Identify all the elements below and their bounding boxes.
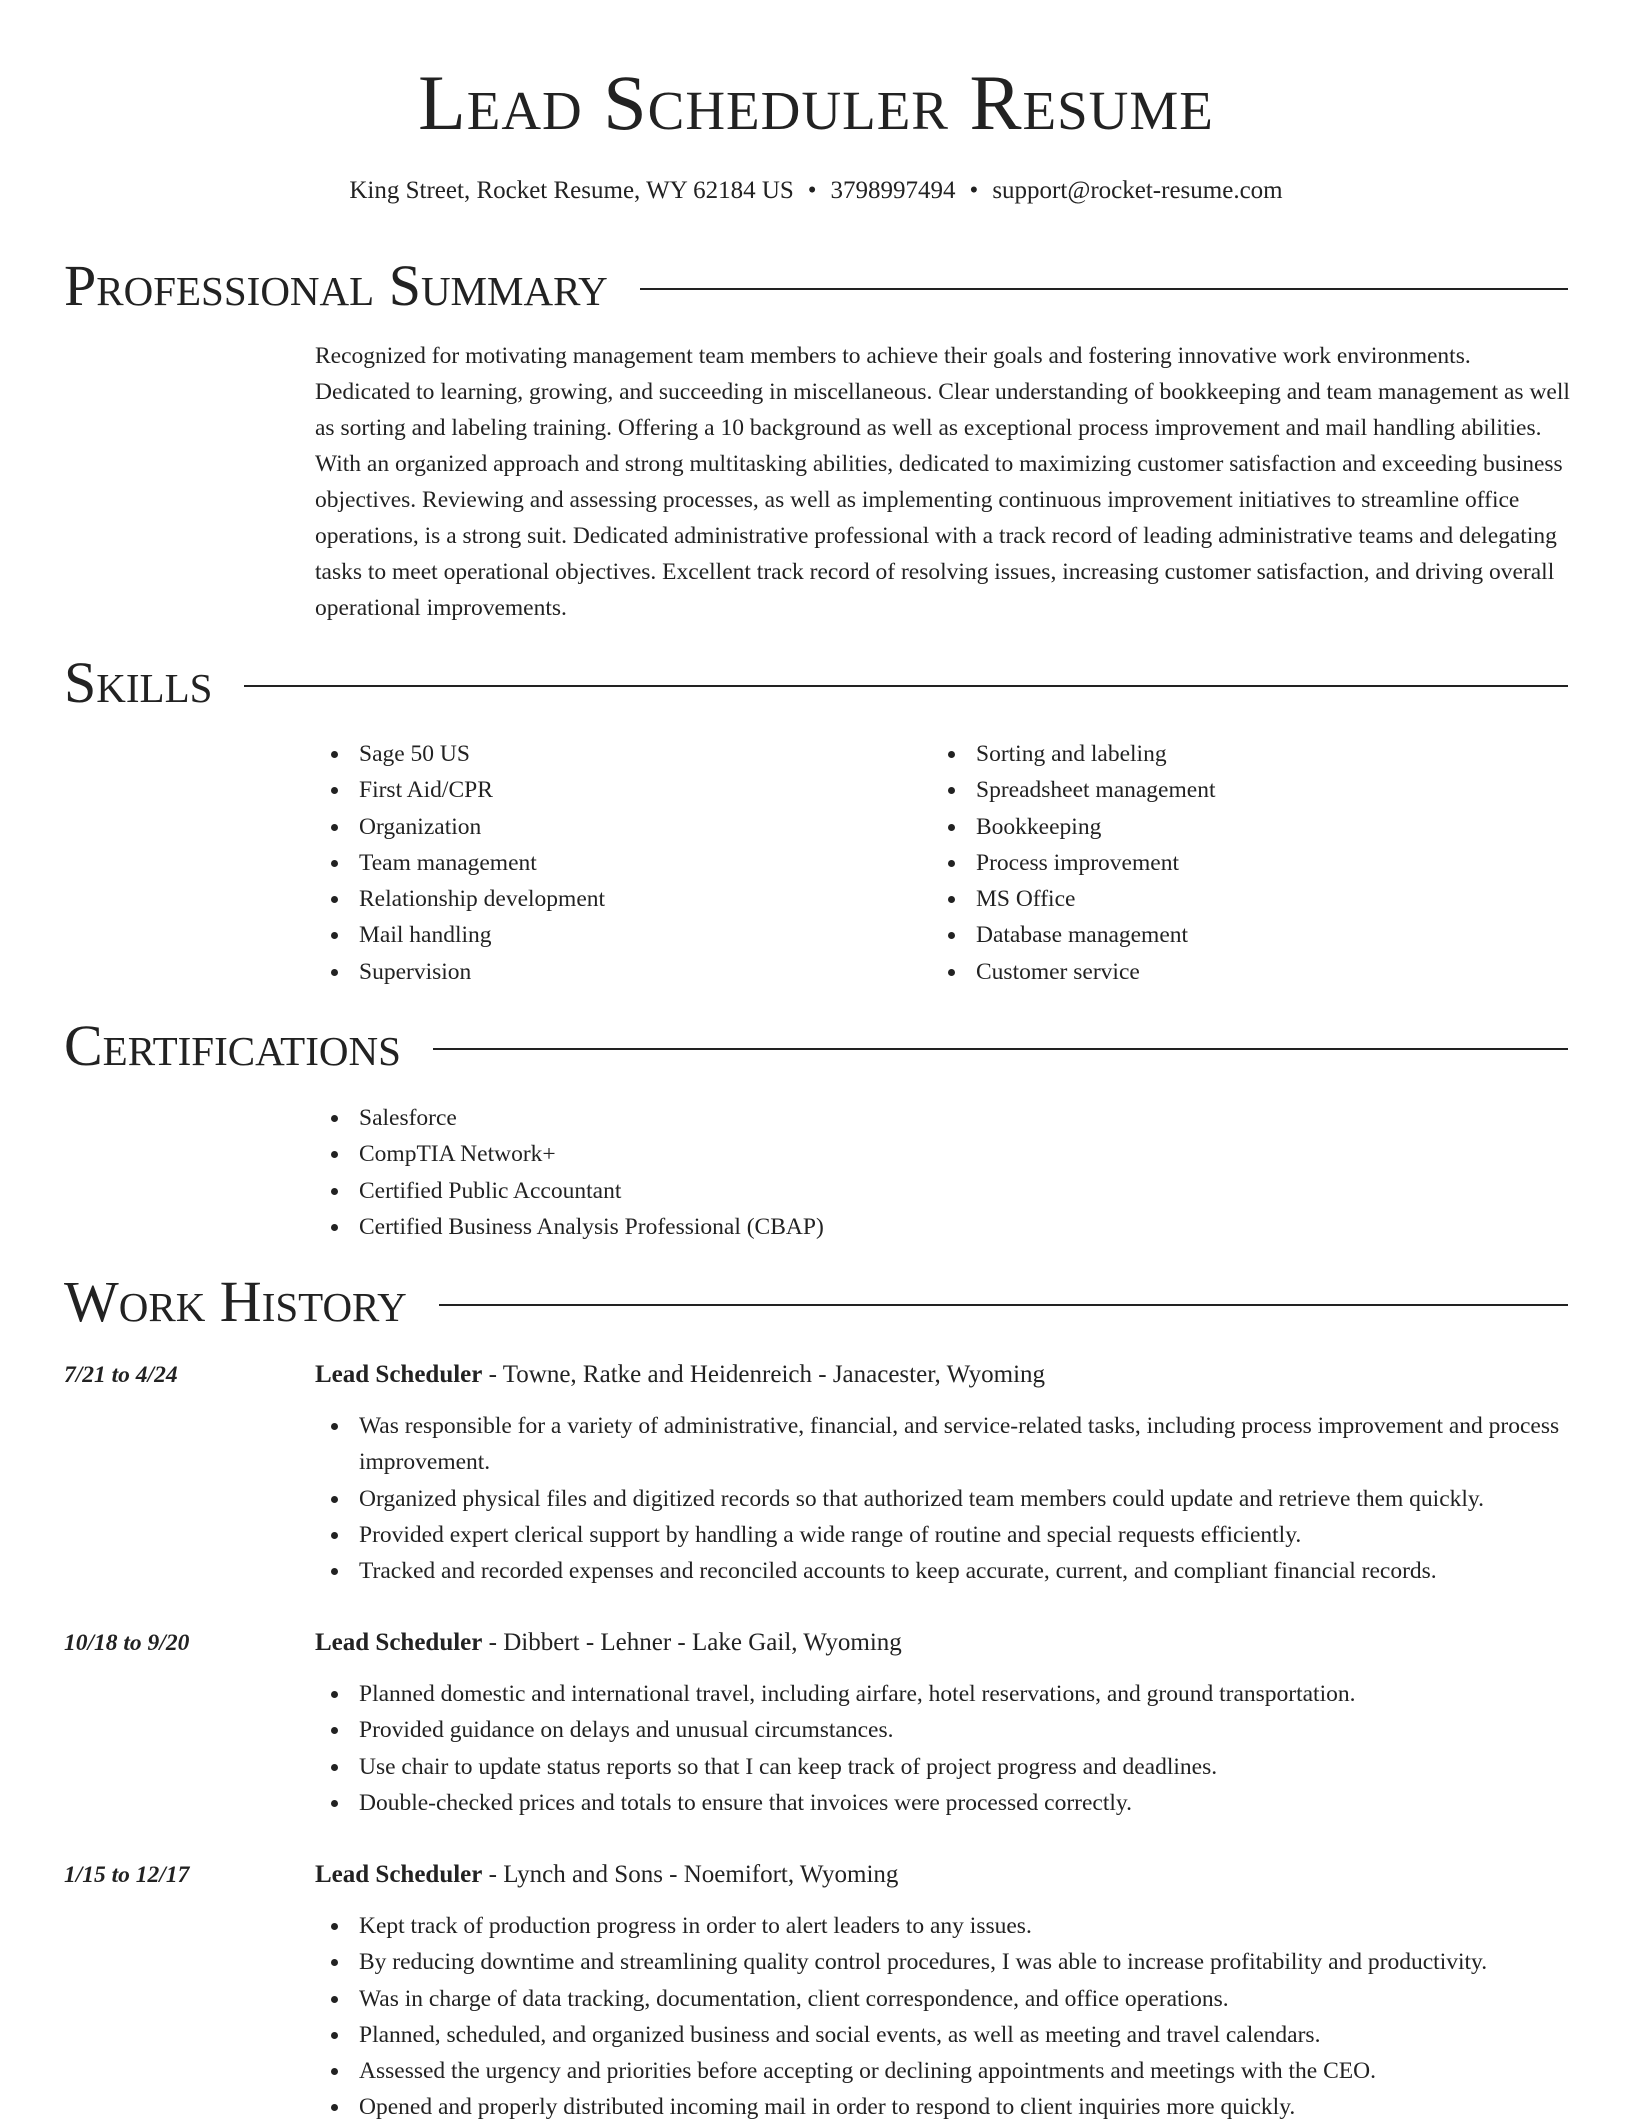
certification-item: Certified Business Analysis Professional (CBAP) <box>315 1209 1215 1245</box>
job-bullet: Provided guidance on delays and unusual circumstances. <box>315 1712 1575 1748</box>
job-bullets <box>315 1676 1575 1821</box>
certification-item: CompTIA Network+ <box>315 1136 1215 1172</box>
job-bullet: By reducing downtime and streamlining quality control procedures, I was able to increase profitability and productivity. <box>315 1944 1575 1980</box>
section-divider <box>640 288 1568 290</box>
skill-item: MS Office <box>932 881 1532 917</box>
skill-item: Team management <box>315 845 915 881</box>
section-header-certifications <box>64 1014 1568 1078</box>
skill-item: Supervision <box>315 954 915 990</box>
section-header-work-history <box>64 1270 1568 1334</box>
job-heading <box>315 1625 1570 1661</box>
job-role: Lead Scheduler <box>315 1861 483 1888</box>
skills-list-left <box>315 736 915 990</box>
section-header-skills <box>64 651 1568 715</box>
skill-item: Customer service <box>932 954 1532 990</box>
job-bullet: Assessed the urgency and priorities before accepting or declining appointments and meetings with the CEO. <box>315 2053 1575 2089</box>
job-bullet: Organized physical files and digitized records so that authorized team members could update and retrieve them quickly. <box>315 1481 1575 1517</box>
job-bullets <box>315 1908 1575 2126</box>
skill-item: First Aid/CPR <box>315 772 915 808</box>
resume-title: Lead Scheduler Resume <box>418 59 1214 146</box>
section-title-skills: Skills <box>64 650 213 715</box>
job-employer: - Dibbert - Lehner - Lake Gail, Wyoming <box>482 1629 902 1656</box>
job-role: Lead Scheduler <box>315 1361 483 1388</box>
summary-text: Recognized for motivating management team members to achieve their goals and fostering innovative work environments. Dedicated to learning, growing, and succeeding in miscellaneous. Clear understanding of bookkeeping and team management as well as sorting and labeling training. Offering a 10 background as well as exceptional process improvement and mail handling abilities. With an organized approach and strong multitasking abilities, dedicated to maximizing customer satisfaction and exceeding business objectives. Reviewing and assessing processes, as well as implementing continuous improvement initiatives to streamline office operations, is a strong suit. Dedicated administrative professional with a track record of leading administrative teams and delegating tasks to meet operational objectives. Excellent track record of resolving issues, increasing customer satisfaction, and driving overall operational improvements. <box>315 343 1570 621</box>
section-title-work-history: Work History <box>64 1269 407 1334</box>
job-employer: - Towne, Ratke and Heidenreich - Janacester, Wyoming <box>482 1361 1046 1388</box>
skill-item: Spreadsheet management <box>932 772 1532 808</box>
skill-item: Relationship development <box>315 881 915 917</box>
job-heading <box>315 1357 1570 1393</box>
contact-line <box>0 175 1632 207</box>
skills-list-right <box>932 736 1532 990</box>
job-bullet: Planned domestic and international travel, including airfare, hotel reservations, and ground transportation. <box>315 1676 1575 1712</box>
contact-separator: • <box>807 177 817 204</box>
certification-item: Salesforce <box>315 1100 1215 1136</box>
skill-item: Database management <box>932 917 1532 953</box>
job-bullets <box>315 1408 1575 1589</box>
section-title-certifications: Certifications <box>64 1013 401 1078</box>
skill-item: Mail handling <box>315 917 915 953</box>
job-dates: 1/15 to 12/17 <box>64 1862 190 1888</box>
job-dates: 7/21 to 4/24 <box>64 1362 178 1388</box>
certifications-list <box>315 1100 1215 1245</box>
job-bullet: Double-checked prices and totals to ensure that invoices were processed correctly. <box>315 1785 1575 1821</box>
skill-item: Sorting and labeling <box>932 736 1532 772</box>
section-divider <box>244 685 1568 687</box>
job-bullet: Opened and properly distributed incoming mail in order to respond to client inquiries more quickly. <box>315 2089 1575 2125</box>
job-bullet: Kept track of production progress in order to alert leaders to any issues. <box>315 1908 1575 1944</box>
job-bullet: Tracked and recorded expenses and reconciled accounts to keep accurate, current, and compliant financial records. <box>315 1553 1575 1589</box>
job-bullet: Provided expert clerical support by handling a wide range of routine and special requests efficiently. <box>315 1517 1575 1553</box>
job-heading <box>315 1857 1570 1893</box>
job-employer: - Lynch and Sons - Noemifort, Wyoming <box>482 1861 899 1888</box>
job-dates: 10/18 to 9/20 <box>64 1630 190 1656</box>
section-divider <box>433 1048 1568 1050</box>
skill-item: Process improvement <box>932 845 1532 881</box>
contact-address: King Street, Rocket Resume, WY 62184 US <box>349 177 794 204</box>
job-bullet: Was in charge of data tracking, documentation, client correspondence, and office operations. <box>315 1981 1575 2017</box>
section-title-summary: Professional Summary <box>64 253 608 318</box>
contact-phone: 3798997494 <box>830 177 956 204</box>
contact-separator: • <box>969 177 979 204</box>
job-bullet: Planned, scheduled, and organized business and social events, as well as meeting and travel calendars. <box>315 2017 1575 2053</box>
skill-item: Bookkeeping <box>932 809 1532 845</box>
job-bullet: Was responsible for a variety of administrative, financial, and service-related tasks, including process improvement and process improvement. <box>315 1408 1575 1481</box>
certification-item: Certified Public Accountant <box>315 1173 1215 1209</box>
job-role: Lead Scheduler <box>315 1629 483 1656</box>
contact-email: support@rocket-resume.com <box>992 177 1283 204</box>
section-divider <box>439 1304 1568 1306</box>
section-header-summary <box>64 254 1568 318</box>
skill-item: Organization <box>315 809 915 845</box>
job-bullet: Use chair to update status reports so that I can keep track of project progress and deadlines. <box>315 1749 1575 1785</box>
skill-item: Sage 50 US <box>315 736 915 772</box>
